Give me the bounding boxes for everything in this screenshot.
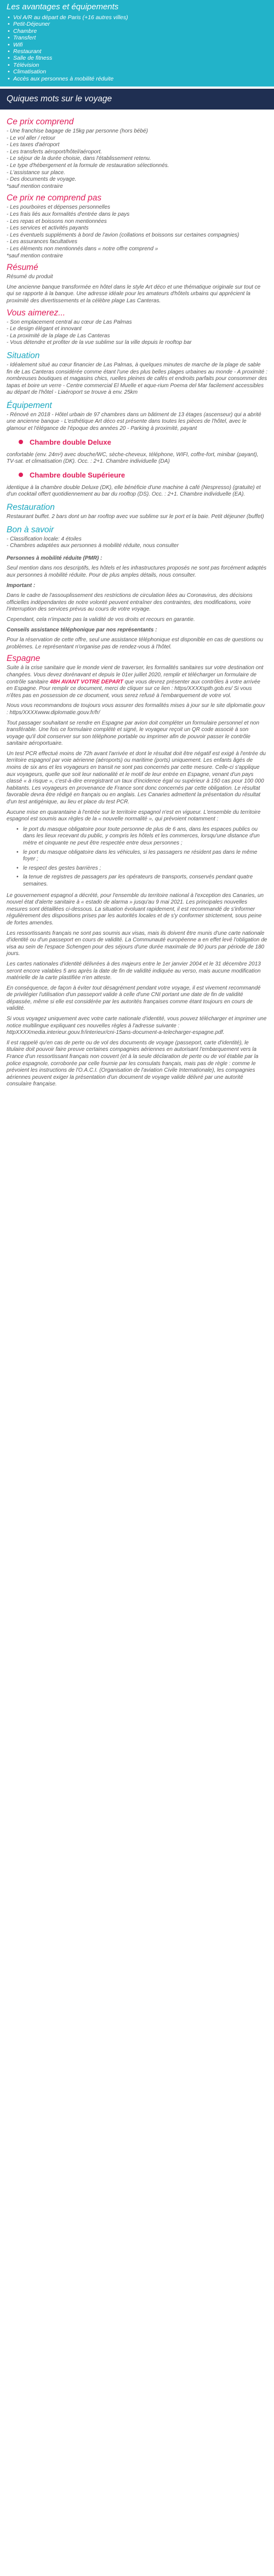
assistance-text: Pour la réservation de cette offre, seul une assistance téléphonique est disponible en cas de questions ou problèmes. Le représentant n'organise pas de rendez-vous à l'hôtel. <box>7 637 264 650</box>
chambre-sup-text: identique à la chambre double Deluxe (DK), elle bénéficie d'une machine à café (Nespresso) (gratuite) et d'un cocktail offert quotidiennement au bar du rooftop (DS). Occ. : 2+1. Chambre individuelle (EA). <box>7 484 261 498</box>
espagne-p1a: Suite à la crise sanitaire que le monde vient de traverser, les formalités sanitaires sur votre destination ont changées. <box>7 665 264 678</box>
resume-text: Une ancienne banque transformée en hôtel dans le style Art déco et une thématique originale sur tout ce qui se rapporte à la banque. Une adresse idéale pour les amateurs d'hôtels urbains qui apprécient la proximité des divertissements et la célèbre plage Las Canteras. <box>7 284 261 304</box>
important-label: Important : <box>7 582 36 589</box>
espagne-p3: Tout passager souhaitant se rendre en Espagne par avion doit compléter un formulaire personnel et non transférable. Une fois ce formulaire complété et signé, le voyageur reçoit un QR code associé à son voyage qu'il doit conserver sur son téléphone portable ou imprimer afin de pouvoir passer le contrôle sanitaire aéroportuaire. <box>7 720 260 747</box>
equipment-item: • Télévision <box>13 62 274 68</box>
price-excluded-title: Ce prix ne comprend pas <box>7 193 102 203</box>
vous-aimerez-line: - La proximité de la plage de Las Canteras <box>7 332 110 339</box>
espagne-p1e: Pour remplir ce document, merci de cliquer sur ce lien : <box>38 686 173 692</box>
equipment-band <box>0 0 274 87</box>
price-included-line: - Le type d'hébergement et la formule de restauration sélectionnés. <box>7 163 169 169</box>
price-included-line: - Les transferts aéroport/hôtel/aéroport. <box>7 148 102 155</box>
vous-aimerez-line: - Vous détendre et profiter de la vue sublime sur la ville depuis le rooftop bar <box>7 340 192 346</box>
vous-aimerez-title: Vous aimerez... <box>7 308 66 318</box>
equipment-item: • Chambre <box>13 28 274 34</box>
equipment-item: • Accès aux personnes à mobilité réduite <box>13 76 274 82</box>
list-item: • le port du masque obligatoire dans les véhicules, si les passagers ne résident pas dans le même foyer ; <box>23 849 267 863</box>
resume-subtitle: Résumé du produit <box>7 274 53 280</box>
price-excluded-line: *sauf mention contraire <box>7 252 63 259</box>
equipment-title: Les avantages et équipements <box>7 2 119 12</box>
price-excluded-line: - Les assurances facultatives <box>7 239 77 245</box>
bon-a-savoir-title: Bon à savoir <box>7 525 54 534</box>
price-excluded-line: - Les pourboires et dépenses personnelles <box>7 204 111 211</box>
list-item: • la tenue de registres de passagers par les opérateurs de transports, conservés pendant quatre semaines. <box>23 874 267 888</box>
espagne-p4: Un test PCR effectué moins de 72h avant l'arrivée et dont le résultat doit être négatif est exigé à l'entrée du territoire espagnol par voie aérienne (aéroports) ou maritime (ports) uniquement. Les enfants âgés de moins de six ans et les voyageurs en transit ne sont pas concernés par cette mesure. Celle-ci s'applique aux voyageurs, quelle que soit leur nationalité et le motif de leur entrée en Espagne, venant d'un pays classé « à risque », c'est-à-dire enregistrant un taux d'incidence égal ou supérieur à 150 cas pour 100 000 habitants. Les voyageurs en provenance de France sont donc concernés par cette obligation. Le résultat favorable devra être rédigé en français ou en anglais. Les Canaries admettent la présentation du résultat d'un test antigénique, au lieu et place du test PCR. <box>7 750 266 806</box>
chambre-deluxe-heading <box>19 438 267 446</box>
bon-a-savoir-line: - Classification locale: 4 étoiles <box>7 536 82 542</box>
price-included-line: - Des documents de voyage. <box>7 176 77 183</box>
price-excluded-line: - Les frais liés aux formalités d'entrée dans le pays <box>7 211 130 217</box>
vous-aimerez-line: - Son emplacement central au cœur de Las Palmas <box>7 319 132 325</box>
assistance-label: Conseils assistance téléphonique par nos représentants : <box>7 626 157 633</box>
espagne-deadline: 48H AVANT VOTRE DEPART <box>49 679 123 685</box>
espagne-p9: En conséquence, de façon à éviter tout désagrément pendant votre voyage, il est vivement recommandé de privilégier l'utilisation d'un passeport valide à celle d'une CNI portant une date de fin de validité dépassée, même si elle est considérée par les autorités françaises comme étant toujours en cours de validité. <box>7 985 261 1012</box>
espagne-rules-list <box>23 826 267 888</box>
price-included-line: - Une franchise bagage de 15kg par personne (hors bébé) <box>7 128 148 135</box>
price-included-line: - Le séjour de la durée choisie, dans l'établissement retenu. <box>7 156 151 162</box>
situation-title: Situation <box>7 350 40 360</box>
price-excluded-line: - Les éventuels suppléments à bord de l'avion (collations et boissons sur certaines compagnies) <box>7 232 239 238</box>
restauration-title: Restauration <box>7 503 55 513</box>
equipment-item: • Petit-Déjeuner <box>13 21 274 27</box>
resume-title: Résumé <box>7 263 38 273</box>
equipment-item: • Transfert <box>13 34 274 41</box>
important-text-2: Cependant, cela n'impacte pas la validité de vos droits et recours en garantie. <box>7 616 195 623</box>
chambre-sup-title: Chambre double Supérieure <box>30 470 125 479</box>
espagne-sanitary-text <box>7 665 267 699</box>
espagne-form-link[interactable]: https/XXXXspth.gob.es/ <box>174 686 232 692</box>
price-excluded-line: - Les repas et boissons non mentionnées <box>7 218 107 225</box>
espagne-title: Espagne <box>7 654 41 664</box>
pmr-text: Seul mention dans nos descriptifs, les hôtels et les infrastructures proposés ne sont pas forcément adaptés aux personnes à mobilité réduite. Pour de plus amples détails, nous consulter. <box>7 565 267 578</box>
important-text: Dans le cadre de l'assouplissement des restrictions de circulation liées au Coronavirus, des décisions officielles indépendantes de notre volonté peuvent entraîner des contraintes, des modifications, voire l'interruption des services prévus au cours de votre voyage. <box>7 593 253 613</box>
list-item: • le respect des gestes barrières ; <box>23 865 267 872</box>
equipment-list <box>0 13 274 87</box>
bullet-dot-icon <box>19 473 23 477</box>
situation-text: - Idéalement situé au cœur financier de Las Palmas, à quelques minutes de marche de la plage de sable fin de Las Canteras considérée comme étant l'une des plus belles plages urbaines au monde - A proximité : nombreuses boutiques et magasins chics, ruelles pleines de cafés et endroits parfaits pour consommer des tapas et boire un verre - Centre commercial El Muelle et aque-rium Poema del Mar facilement accessibles au départ de l'hôtel - Liaéroport se trouve à env. 25km <box>7 361 267 396</box>
espagne-p1b: Vous devez dorénavant et depuis le 01er juillet 2020, remplir et télécharger un formulaire de contrôle sanitaire <box>7 671 257 685</box>
price-included-line: *sauf mention contraire <box>7 183 63 189</box>
chambre-deluxe-title: Chambre double Deluxe <box>30 438 111 446</box>
price-included-line: - L'assistance sur place. <box>7 169 65 176</box>
bullet-dot-icon <box>19 440 23 444</box>
bon-a-savoir-line: - Chambres adaptées aux personnes à mobilité réduite, nous consulter <box>7 543 179 549</box>
chambre-sup-heading <box>19 471 267 479</box>
equipment-item: • Restaurant <box>13 48 274 55</box>
equipment-item: • Vol A/R au départ de Paris (+16 autres villes) <box>13 14 274 21</box>
equipement-title: Équipement <box>7 400 52 410</box>
price-included-line: - Les taxes d'aéroport <box>7 142 60 148</box>
chambre-deluxe-text: confortable (env. 24m²) avec douche/WC, sèche-cheveux, téléphone, WIFI, coffre-fort, minibar (payant), TV-sat. et climatisation (DK). Occ. : 2+1. Chambre individuelle (DA) <box>7 451 259 465</box>
equipment-item: • Wifi <box>13 42 274 48</box>
trip-info-header: Quiques mots sur le voyage <box>0 89 274 110</box>
price-excluded-line: - Les éléments non mentionnés dans « notre offre comprend » <box>7 245 158 252</box>
espagne-p5: Aucune mise en quarantaine à l'entrée sur le territoire espagnol n'est en vigueur. L'ensemble du territoire espagnol est soumis aux règles de la « nouvelle normalité », qui prévoient notamment : <box>7 809 261 823</box>
equipment-item: • Climatisation <box>13 68 274 75</box>
espagne-p10: Si vous voyagez uniquement avec votre carte nationale d'identité, vous pouvez télécharger et imprimer une notice multilingue expliquant ces nouvelles règles à l'adresse suivante : httpXXXXmedia.interieur.gouv.fr/interieur/cni-15ans-document-a-telecharger-espagne.pdf. <box>7 1016 267 1036</box>
espagne-p6: Le gouvernement espagnol a décrété, pour l'ensemble du territoire national à l'exception des Canaries, un nouvel état d'alerte sanitaire à « estado de alarma » jusqu'au 9 mai 2021. Les principales nouvelles mesures sont détaillées ci-dessous. La situation évoluant rapidement, il est recommandé de s'informer régulièrement des dispositions prises par les autorités locales et de s'y conformer strictement, sous peine de fortes amendes. <box>7 892 264 926</box>
price-included-title: Ce prix comprend <box>7 117 74 127</box>
espagne-p1d: que vous devrez présenter aux contrôles à votre arrivée en Espagne. <box>7 679 260 692</box>
espagne-p8: Les cartes nationales d'identité délivrées à des majeurs entre le 1er janvier 2004 et le 31 décembre 2013 seront encore valables 5 ans après la date de fin de validité indiquée au verso, mais aucune modification matérielle de la carte plastifiée n'en atteste. <box>7 961 261 981</box>
espagne-p7: Les ressortissants français ne sont pas soumis aux visas, mais ils doivent être munis d'une carte nationale d'identité ou d'un passeport en cours de validité. La Communauté européenne a en effet levé l'obligation de visa au sein de l'espace Schengen pour des séjours d'une durée maximale de 90 jours par période de 180 jours. <box>7 930 267 957</box>
price-excluded-line: - Les services et activités payants <box>7 225 89 232</box>
pmr-title: Personnes à mobilité réduite (PMR) : <box>7 555 102 561</box>
equipment-item: • Salle de fitness <box>13 55 274 61</box>
trip-info-content <box>0 110 274 1088</box>
equipement-text: - Rénové en 2018 - Hôtel urbain de 97 chambres dans un bâtiment de 13 étages (ascenseur) qui a abrité une ancienne banque - L'esthétique Art déco est présente dans toutes les pièces de l'hôtel, avec le glamour et l'élégance de l'époque des années 20 - Parking à proximité, payant <box>7 411 261 432</box>
espagne-p11: Il est rappelé qu'en cas de perte ou de vol des documents de voyage (passeport, carte d'identité), le titulaire doit pouvoir faire preuve certaines compagnies aériennes en autorisant l'embarquement vers la France d'un ressortissant français non couvert (et à la seule déclaration de perte ou de vol établie par la police espagnole, corroborée par celle fournie par les consulats français, mais pas de règle : comme le prévoient les instructions de l'O.A.C.I. (Organisation de l'aviation Civile Internationale), les compagnies aériennes peuvent exiger la présentation d'un document de voyage valide délivré par une autorité consulaire française. <box>7 1039 259 1088</box>
list-item: • le port du masque obligatoire pour toute personne de plus de 6 ans, dans les espaces publics ou dans les lieux recevant du public, y compris les hôtels et les commerces, lorsqu'une distance d'un mètre et cinquante ne peut être respectée entre deux personnes ; <box>23 826 267 847</box>
espagne-p2: Nous vous recommandons de toujours vous assurer des formalités mises à jour sur le site diplomatie.gouv : https/XXXXwww.diplomatie.gouv.fr/fr/ <box>7 703 265 716</box>
espagne-p1g: Si vous n'êtes pas en possession de ce document, vous serez refusé à l'embarquement de votre vol. <box>7 686 252 699</box>
vous-aimerez-line: - Le design élégant et innovant <box>7 326 82 332</box>
restauration-text: Restaurant buffet. 2 bars dont un bar rooftop avec vue sublime sur le port et la baie. Petit déjeuner (buffet) <box>7 514 264 520</box>
price-included-line: - Le vol aller / retour <box>7 135 55 141</box>
